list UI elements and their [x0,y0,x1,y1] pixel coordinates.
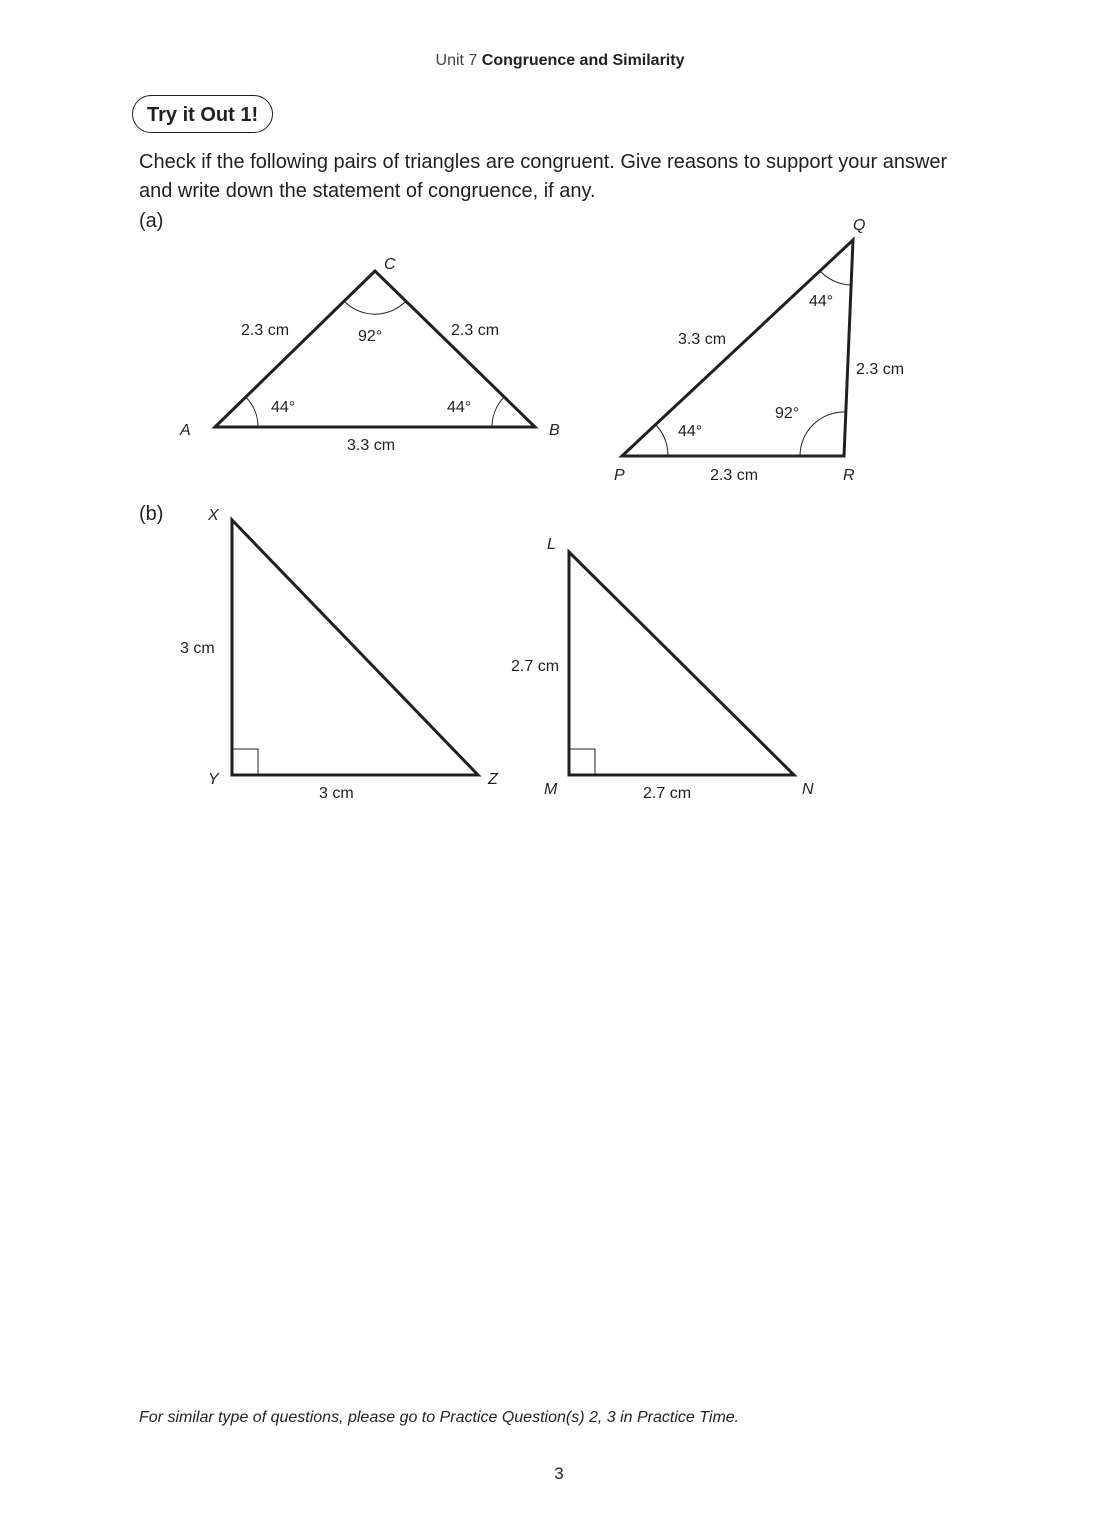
side-qr-label: 2.3 cm [856,361,905,378]
triangle-xyz [180,507,499,802]
right-angle-m-marker [569,749,595,775]
angle-a-arc [246,397,258,427]
try-it-out-badge: Try it Out 1! [132,95,273,133]
side-ac-label: 2.3 cm [241,322,290,339]
angle-b-label: 44° [447,399,472,416]
triangle-abc-outline [215,271,535,427]
triangle-pqr [614,217,904,484]
unit-label: Unit 7 [435,52,478,69]
vertex-p-label: P [614,467,625,484]
triangle-xyz-outline [232,520,478,775]
vertex-q-label: Q [853,217,866,234]
side-cb-label: 2.3 cm [451,322,500,339]
vertex-y-label: Y [208,771,219,788]
page-number: 3 [554,1464,564,1483]
angle-c-label: 92° [358,328,383,345]
triangle-abc [179,256,560,454]
vertex-a-label: A [180,422,191,439]
vertex-c-label: C [384,256,396,273]
triangle-lmn [511,536,814,802]
side-lm-label: 2.7 cm [511,658,560,675]
vertex-n-label: N [802,781,814,798]
angle-b-arc [492,397,504,427]
vertex-z-label: Z [488,771,498,788]
angle-a-label: 44° [271,399,296,416]
vertex-l-label: L [547,536,556,553]
part-b-label: (b) [139,503,164,525]
angle-c-arc [344,301,406,314]
side-yz-label: 3 cm [319,785,354,802]
angle-q-arc [821,272,852,286]
triangle-lmn-outline [569,552,794,775]
side-mn-label: 2.7 cm [643,785,692,802]
angle-r-label: 92° [775,405,800,422]
side-ab-label: 3.3 cm [347,437,396,454]
vertex-m-label: M [544,781,558,798]
practice-footnote: For similar type of questions, please go to Practice Question(s) 2, 3 in Practice Time. [139,1409,740,1426]
vertex-b-label: B [549,422,560,439]
side-pq-label: 3.3 cm [678,331,727,348]
side-xy-label: 3 cm [180,640,215,657]
angle-r-arc [800,412,846,456]
vertex-x-label: X [208,507,219,524]
question-line-1: Check if the following pairs of triangles are congruent. Give reasons to support your answer [139,151,948,173]
angle-p-arc [656,425,669,457]
part-a-label: (a) [139,210,164,232]
right-angle-y-marker [232,749,258,775]
side-pr-label: 2.3 cm [710,467,759,484]
vertex-r-label: R [843,467,855,484]
unit-topic: Congruence and Similarity [481,52,685,69]
angle-p-label: 44° [678,423,703,440]
angle-q-label: 44° [809,293,834,310]
question-line-2: and write down the statement of congruence, if any. [139,180,596,202]
triangle-pqr-outline [622,240,853,456]
